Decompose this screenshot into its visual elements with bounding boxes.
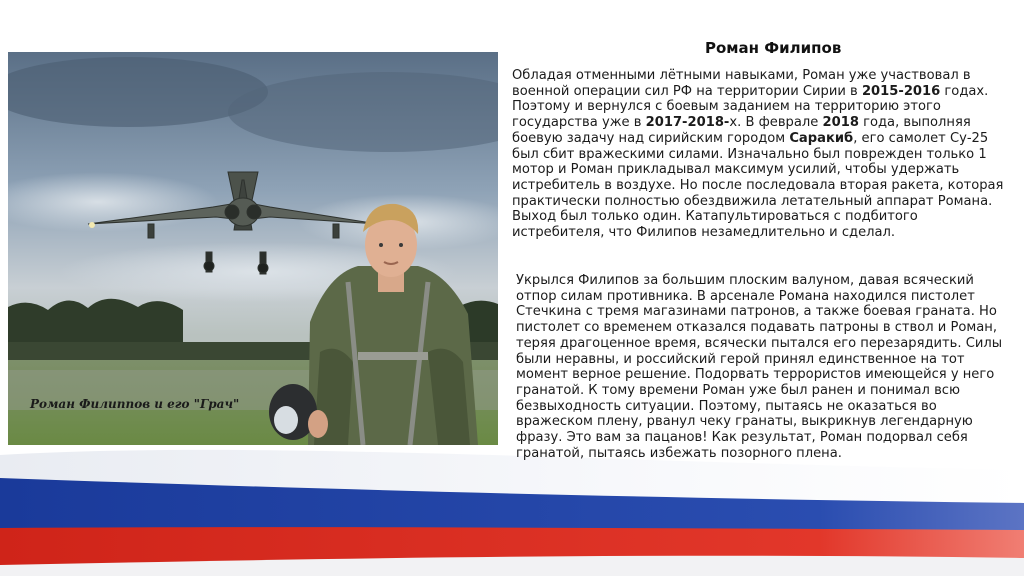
emphasis-text: 2015-2016 (861, 83, 941, 99)
emphasis-text: Саракиб (789, 130, 854, 146)
paragraph-text: , его самолет Су-25 был сбит вражескими силами. Изначально был поврежден только 1 мотор и Роман прикладывал максимум усилий, чтобы удержать истребитель в воздухе. Но после последовала вторая ракета, которая практически полностью обездвижила летательный аппарат Романа. Выход был только один. Катапультироваться с подбитого истребителя, что Филипов незамедлительно и сделал. (512, 130, 1004, 241)
photo-caption: Роман Филиппов и его "Грач" (30, 397, 240, 411)
paragraph-text: Обладая отменными лётными навыками, Роман уже участвовал в военной операции сил РФ на территории Сирии в (512, 68, 971, 99)
paragraph-text: годах. Поэтому и вернулся с боевым заданием на территорию этого государства уже в (512, 83, 989, 131)
slide-title: Роман Филипов (705, 39, 842, 57)
biography-paragraph-2: Укрылся Филипов за большим плоским валуном, давая всяческий отпор силам противника. В арсенале Романа находился пистолет Стечкина с тремя магазинами патронов, а также боевая граната. Но пистолет со временем отказался подавать патроны в ствол и Роман, теряя драгоценное время, всячески пытался его перезарядить. Силы были неравны, и российский герой принял единственное на тот момент верное решение. Подорвать террористов имеющейся у него гранатой. К тому времени Роман уже был ранен и понимал всю безвыходность ситуации. Поэтому, пытаясь не оказаться во вражеском плену, рванул чеку гранаты, выкрикнув легендарную фразу. Это вам за пацанов! Как результат, Роман подорвал себя гранатой, пытаясь избежать позорного плена. (516, 273, 1003, 461)
emphasis-text: 2017-2018- (645, 115, 730, 131)
paragraph-text: года, выполняя боевую задачу над сирийским городом (512, 115, 971, 146)
pilot-photo (8, 52, 498, 445)
emphasis-text: 2018 (822, 115, 859, 131)
biography-paragraph-1 (512, 68, 1008, 241)
paragraph-text: х. В феврале (729, 115, 823, 131)
pilot-with-su25-image (8, 52, 498, 445)
